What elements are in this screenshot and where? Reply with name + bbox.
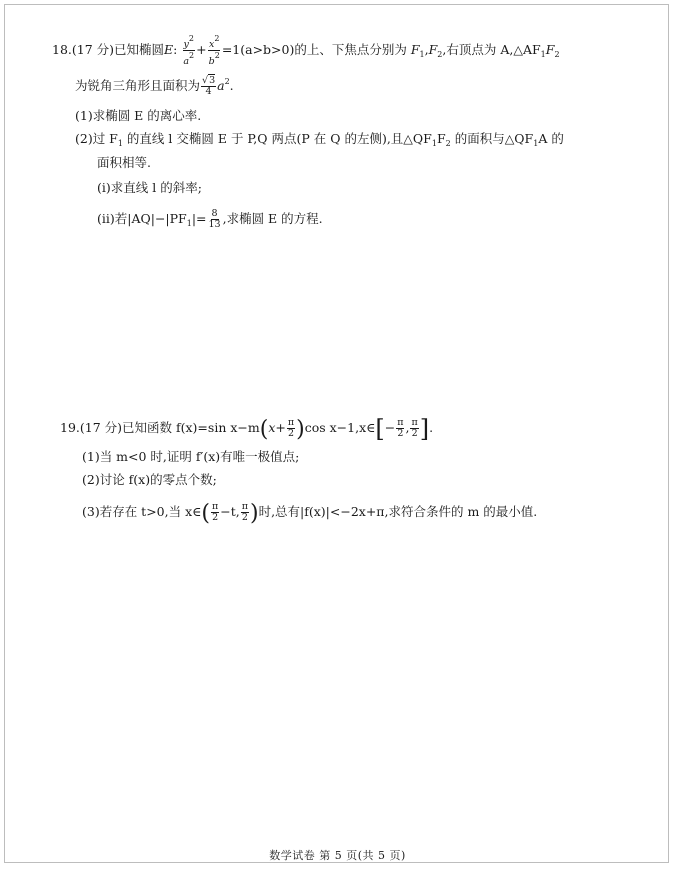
q2-part-b: 的直线 l 交椭圆 E 于 P,Q 两点(P 在 Q 的左侧),且△QF — [122, 131, 432, 146]
cos-part: cos x−1,x∈ — [304, 420, 376, 435]
problem-score: (17 分) — [79, 420, 123, 435]
foci-text: 的上、下焦点分别为 — [294, 42, 411, 57]
question-18-2-i: (ⅰ)求直线 l 的斜率; — [97, 180, 202, 195]
qii-part-b: |= — [191, 211, 207, 226]
fraction-pi-2-lower: $\frac{\pi}{2}$ — [211, 501, 219, 523]
equals-one: =1 — [221, 42, 241, 57]
a-symbol: a — [217, 78, 225, 93]
fraction-pi-2-upper: $\frac{\pi}{2}$ — [411, 417, 418, 439]
numerator-eight: 8 — [211, 208, 218, 219]
q2-part-a: (2)过 F — [75, 131, 118, 146]
problem-18-line-2: 为锐角三角形且面积为 $\frac{√3}{4}$ $a^2$. — [75, 75, 234, 97]
triangle-text: △AF — [513, 42, 541, 57]
plus-sign: + — [196, 42, 207, 57]
q2-part-e: A 的 — [538, 131, 564, 146]
problem-18-line-1: 18.(17 分)已知椭圆E: $\frac{y^2}{a^2}$ + $\frac{x^2}{b^2}$ =1(a>b>0)的上、下焦点分别为 $F_1,F_2$,右顶点为 $A,\triangle AF_1F_2$ — [52, 34, 560, 67]
period: . — [229, 78, 234, 93]
qii-part-a: (ⅱ)若|AQ|−|PF — [97, 211, 187, 226]
q2-part-c: F — [436, 131, 446, 146]
fraction-sqrt3-4: $\frac{√3}{4}$ — [202, 75, 216, 97]
question-18-2-ii: (ⅱ)若$|AQ|-|PF_1|=$ $\frac{8}{13}$ ,求椭圆 E 的方程. — [97, 208, 323, 230]
vertex-text: ,右顶点为 A, — [442, 42, 514, 57]
problem-intro: 已知椭圆 — [114, 42, 165, 57]
minus-t: −t, — [220, 504, 240, 519]
focus-f2: F — [428, 42, 438, 57]
denominator-thirteen: 13 — [208, 219, 221, 230]
x-plus: x+ — [268, 420, 286, 435]
sqrt-three: 3 — [209, 75, 216, 86]
denominator-two: 2 — [287, 428, 294, 439]
comma: , — [405, 420, 410, 435]
fraction-neg-pi-2: $\frac{\pi}{2}$ — [397, 417, 404, 439]
fraction-pi-2 — [287, 418, 295, 439]
q2-part-d: 的面积与△QF — [450, 131, 534, 146]
ellipse-name: E — [164, 42, 174, 57]
q3-part-b: 时,总有|f(x)|<−2x+π,求符合条件的 m 的最小值. — [258, 504, 538, 519]
problem-19-line-1: 19.(17 分)已知函数 f(x)=sin x−m(x+ $\frac{\pi}{2}$ )cos x−1,x∈[− $\frac{\pi}{2}$ , $\frac{\pi}{2}$ ]. — [60, 415, 434, 443]
problem-intro: 已知函数 f(x)=sin x−m — [122, 420, 260, 435]
q3-part-a: (3)若存在 t>0,当 x∈ — [82, 504, 202, 519]
fraction-y2-a2: $\frac{y^2}{a^2}$ — [183, 34, 195, 67]
qii-part-c: ,求椭圆 E 的方程. — [222, 211, 323, 226]
pi-symbol: π — [287, 417, 295, 428]
fraction-8-13 — [208, 209, 222, 230]
colon: : — [173, 42, 178, 57]
question-19-3: (3)若存在 t>0,当 x∈( $\frac{\pi}{2}$ −t, $\frac{\pi}{2}$ )时,总有|f(x)|<−2x+π,求符合条件的 m 的最小值. — [82, 501, 538, 526]
frac-denominator: b — [208, 56, 215, 67]
problem-number: 18. — [52, 42, 72, 57]
problem-number: 19. — [60, 420, 80, 435]
minus-sign: − — [384, 420, 396, 435]
problem-score: (17 分) — [71, 42, 115, 57]
period: . — [429, 420, 434, 435]
fraction-pi-2-bound: $\frac{\pi}{2}$ — [241, 501, 248, 523]
condition: (a>b>0) — [240, 42, 295, 57]
question-18-2: (2)过 $F_1$ 的直线 l 交椭圆 E 于 P,Q 两点(P 在 Q 的左侧),且$\triangle QF_1F_2$ 的面积与$\triangle QF_1A$ 的 — [75, 131, 564, 148]
frac-numerator: y — [183, 39, 189, 50]
question-18-1: (1)求椭圆 E 的离心率. — [75, 108, 202, 123]
frac-denominator: a — [183, 56, 190, 67]
focus-f1: F — [410, 42, 420, 57]
fraction-x2-b2: $\frac{x^2}{b^2}$ — [208, 34, 220, 67]
question-19-1: (1)当 m<0 时,证明 f′(x)有唯一极值点; — [82, 449, 300, 464]
denominator-four: 4 — [205, 86, 212, 97]
frac-numerator: x — [208, 39, 215, 50]
page-footer: 数学试卷 第 5 页(共 5 页) — [269, 849, 406, 862]
question-18-2-line-2: 面积相等. — [97, 155, 151, 170]
area-text: 为锐角三角形且面积为 — [75, 78, 201, 93]
question-19-2: (2)讨论 f(x)的零点个数; — [82, 472, 217, 487]
